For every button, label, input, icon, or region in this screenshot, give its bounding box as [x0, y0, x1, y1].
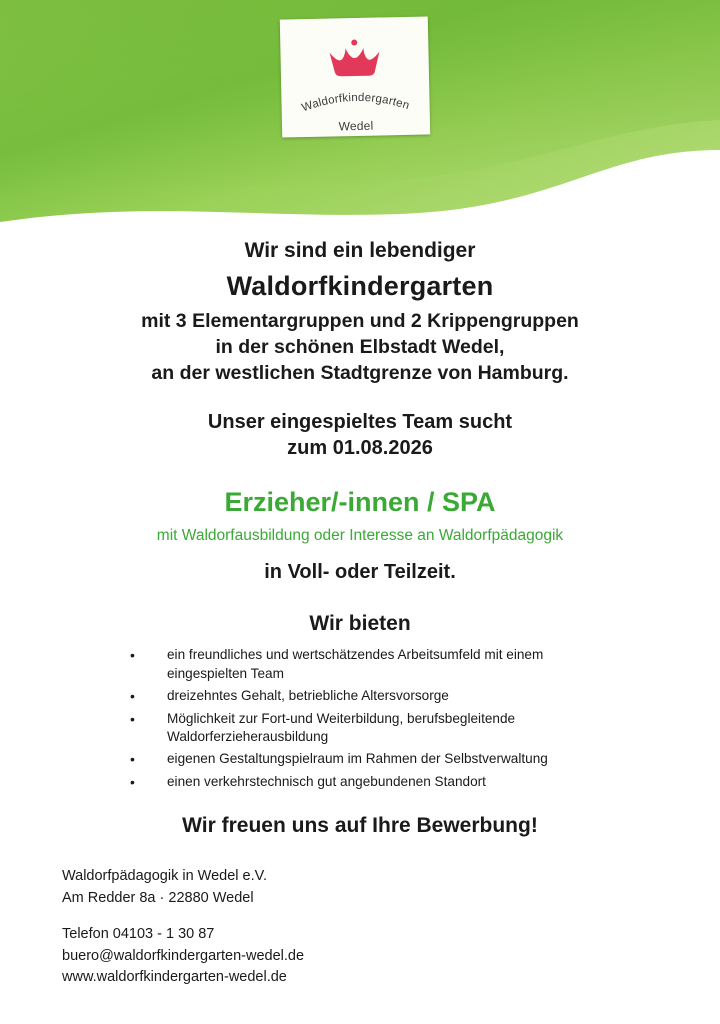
team-text: Unser eingespieltes Team sucht [207, 410, 513, 433]
bullet-icon: • [130, 751, 135, 768]
list-item-text: ein freundliches und wertschätzendes Arbeitsumfeld mit einem eingespielten Team [167, 647, 544, 681]
logo-text [281, 78, 430, 133]
start-date: 01.08.2026 [332, 436, 433, 459]
bullet-icon: • [130, 647, 135, 664]
bullet-icon: • [130, 688, 135, 705]
footer-email[interactable]: buero@waldorfkindergarten-wedel.de [62, 947, 305, 964]
subtitle-line-3: an der westlichen Stadtgrenze von Hamburg. [151, 361, 569, 384]
list-item [125, 710, 595, 747]
spacer-1 [0, 387, 720, 409]
list-item-text: einen verkehrstechnisch gut angebundenen Standort [167, 773, 486, 789]
spacer-4 [0, 795, 720, 813]
footer-address: Am Redder 8a · 22880 Wedel [62, 890, 254, 907]
footer-contact [62, 866, 720, 989]
start-date-line [0, 436, 720, 462]
bullet-icon: • [130, 773, 135, 790]
logo-text-arc [281, 78, 430, 133]
offer-list [125, 646, 595, 791]
poster-content [0, 238, 720, 989]
list-item [125, 773, 595, 791]
subtitle-line-2: in der schönen Elbstadt Wedel, [215, 336, 505, 359]
logo-line2: Wedel [338, 118, 374, 134]
job-subtitle: mit Waldorfausbildung oder Interesse an Waldorfpädagogik [156, 526, 564, 544]
intro-text: Wir sind ein lebendiger [244, 239, 476, 262]
spacer-2 [0, 461, 720, 485]
closing-text: Wir freuen uns auf Ihre Bewerbung! [182, 814, 538, 838]
list-item-text: Möglichkeit zur Fort-und Weiterbildung, berufsbegleitende Waldorferzieherausbildung [167, 710, 516, 744]
date-prefix: zum [287, 436, 333, 459]
footer-contact-block [62, 924, 720, 989]
spacer-3 [0, 585, 720, 611]
footer-website[interactable]: www.waldorfkindergarten-wedel.de [62, 969, 287, 986]
list-item-text: dreizehntes Gehalt, betriebliche Altersvorsorge [167, 688, 449, 704]
job-title: Erzieher/-innen / SPA [224, 487, 496, 518]
offer-heading: Wir bieten [309, 612, 411, 636]
list-item [125, 750, 595, 768]
list-item [125, 687, 595, 705]
logo-line1: Waldorfkindergarten [300, 91, 411, 115]
footer-org: Waldorfpädagogik in Wedel e.V. [62, 868, 268, 885]
list-item [125, 646, 595, 683]
subtitle-line-1: mit 3 Elementargruppen und 2 Krippengruppen [141, 310, 579, 333]
crown-icon [323, 37, 386, 78]
footer-phone: Telefon 04103 - 1 30 87 [62, 925, 215, 942]
logo-card [280, 16, 430, 137]
bullet-icon: • [130, 710, 135, 727]
employment-type: in Voll- oder Teilzeit. [264, 560, 456, 583]
spacer-5 [0, 840, 720, 866]
page-title: Waldorfkindergarten [226, 270, 494, 301]
list-item-text: eigenen Gestaltungspielraum im Rahmen der Selbstverwaltung [167, 751, 548, 767]
